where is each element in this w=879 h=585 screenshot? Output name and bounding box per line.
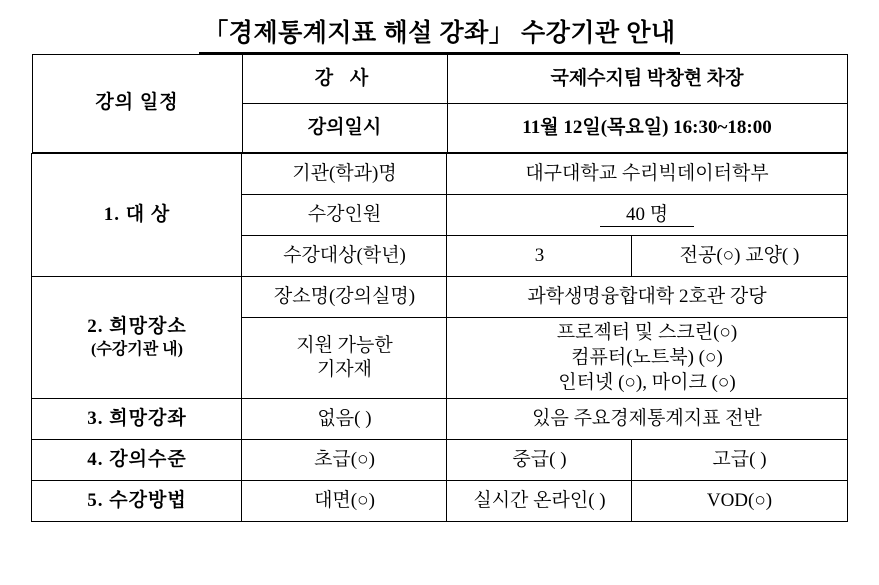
- org-name-value: 대구대학교 수리빅데이터학부: [447, 154, 847, 195]
- section-4-label: 4. 강의수준: [32, 440, 242, 481]
- table-row: [32, 440, 847, 481]
- section-2-label: [32, 277, 242, 399]
- course-yes-option: 있음 주요경제통계지표 전반: [447, 399, 847, 440]
- method-inperson-option: 대면(○): [242, 481, 447, 522]
- venue-name-label: 장소명(강의실명): [242, 277, 447, 318]
- title-container: [0, 0, 879, 54]
- equipment-item: 컴퓨터(노트북) (○): [571, 346, 723, 368]
- section-2-subtitle: (수강기관 내): [91, 340, 183, 358]
- schedule-table: [32, 54, 848, 153]
- table-row: [32, 55, 847, 104]
- method-vod-option: VOD(○): [632, 481, 847, 522]
- level-beginner-option: 초급(○): [242, 440, 447, 481]
- headcount-value: 40 명: [600, 204, 694, 227]
- headcount-value-cell: [447, 195, 847, 236]
- datetime-value: 11월 12일(목요일) 16:30~18:00: [447, 104, 847, 153]
- instructor-value: 국제수지팀 박창현 차장: [447, 55, 847, 104]
- section-2-title: 2. 희망장소: [87, 316, 187, 338]
- method-live-online-option: 실시간 온라인( ): [447, 481, 632, 522]
- section-1-label: 1. 대 상: [32, 154, 242, 277]
- equipment-list: [447, 318, 847, 399]
- equipment-item: 프로젝터 및 스크린(○): [556, 322, 738, 344]
- equipment-item: 인터넷 (○), 마이크 (○): [558, 371, 736, 393]
- grade-label: 수강대상(학년): [242, 236, 447, 277]
- course-type-options: 전공(○) 교양( ): [632, 236, 847, 277]
- section-5-label: 5. 수강방법: [32, 481, 242, 522]
- venue-name-value: 과학생명융합대학 2호관 강당: [447, 277, 847, 318]
- level-advanced-option: 고급( ): [632, 440, 847, 481]
- grade-value: 3: [447, 236, 632, 277]
- detail-table: [31, 153, 847, 522]
- instructor-label: 강 사: [242, 55, 447, 104]
- headcount-label: 수강인원: [242, 195, 447, 236]
- level-intermediate-option: 중급( ): [447, 440, 632, 481]
- org-name-label: 기관(학과)명: [242, 154, 447, 195]
- table-row: [32, 481, 847, 522]
- table-row: [32, 277, 847, 318]
- equipment-label: 지원 가능한 기자재: [242, 318, 447, 399]
- course-none-option: 없음( ): [242, 399, 447, 440]
- table-row: [32, 154, 847, 195]
- datetime-label: 강의일시: [242, 104, 447, 153]
- page-title: 「경제통계지표 해설 강좌」 수강기관 안내: [199, 18, 679, 54]
- section-3-label: 3. 희망강좌: [32, 399, 242, 440]
- schedule-row-label: 강의 일정: [32, 55, 242, 153]
- table-row: [32, 399, 847, 440]
